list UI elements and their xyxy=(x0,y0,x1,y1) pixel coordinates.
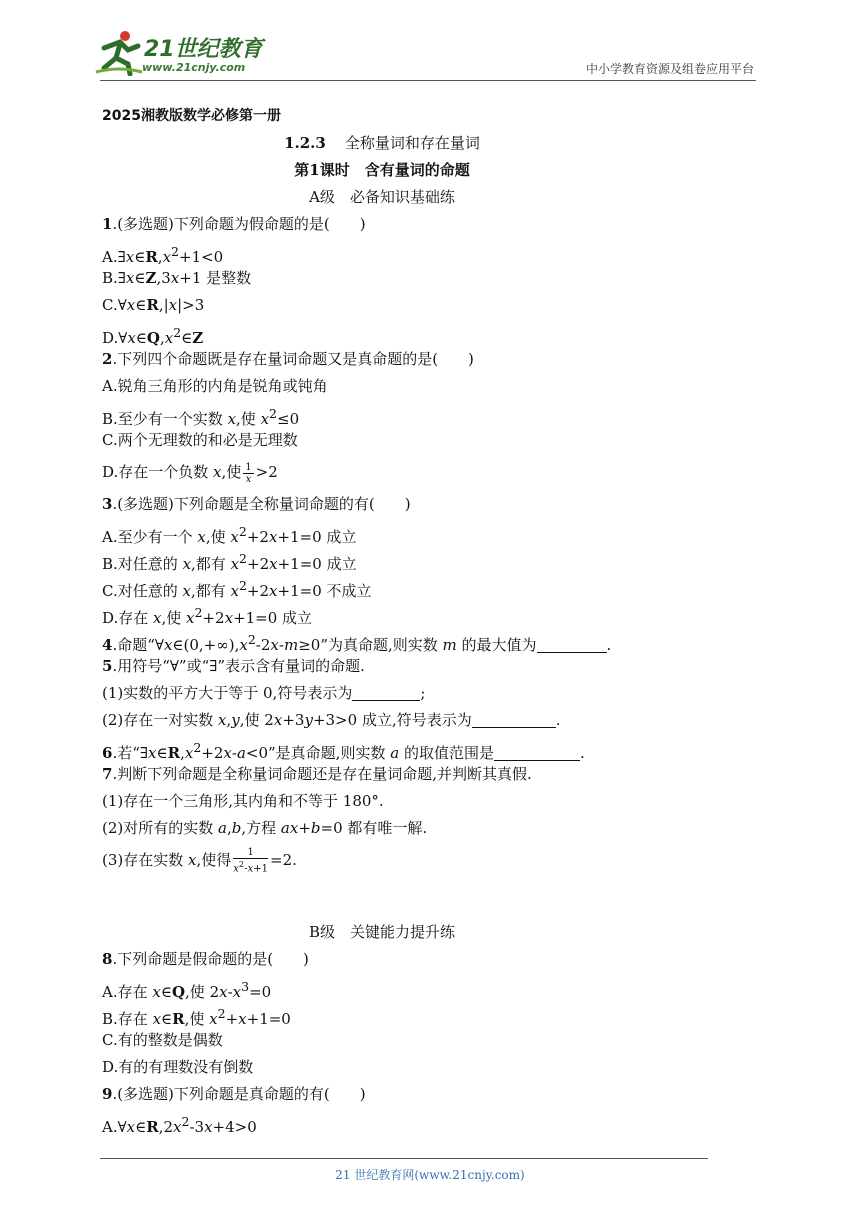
section-number: 1.2.3 xyxy=(284,134,326,152)
q2-option-d: D.存在一个负数 x,使 $\frac{1}{x}$ >2 xyxy=(102,461,278,485)
q1-option-c: C.∀x∈R,|x|>3 xyxy=(102,296,205,314)
lesson-title: 第1课时 含有量词的命题 xyxy=(294,161,470,179)
question-4: 4.命题“$\forall x\in(0,+\infty),x^2-2x-m\ge 0$”为真命题,则实数 m 的最大值为 . xyxy=(102,632,612,654)
level-a-heading: A级 必备知识基础练 xyxy=(309,188,455,206)
q2-option-c: C.两个无理数的和必是无理数 xyxy=(102,431,298,449)
question-stem: .下列四个命题既是存在量词命题又是真命题的是( ) xyxy=(112,350,474,368)
page-header xyxy=(0,0,860,90)
question-text: .命题“ xyxy=(112,636,155,654)
logo-url-text: www.21cnjy.com xyxy=(142,61,246,74)
question-text: (2)存在一对实数 xyxy=(102,711,219,729)
question-5 xyxy=(102,653,762,680)
question-number: 9 xyxy=(102,1085,113,1103)
question-3 xyxy=(102,491,762,518)
footer-text[interactable]: 21 世纪教育网(www.21cnjy.com) xyxy=(335,1168,525,1182)
question-stem: .(多选题)下列命题是真命题的有( ) xyxy=(112,1085,366,1103)
question-2 xyxy=(102,346,762,373)
question-text: (3)存在实数 xyxy=(102,851,189,869)
q7-sub-2: (2)对所有的实数 a,b,方程 ax+b=0 都有唯一解. xyxy=(102,819,428,837)
question-number: 1 xyxy=(102,215,113,233)
header-tagline: 中小学教育资源及组卷应用平台 xyxy=(585,62,754,76)
question-text: 的最大值为 xyxy=(456,636,537,654)
document-body xyxy=(102,103,762,1135)
q3-option-d: D.存在 x,使 $x^2+2x+1=0$ 成立 xyxy=(102,605,313,627)
question-stem: .下列命题是假命题的是( ) xyxy=(112,950,309,968)
question-text: ,方程 xyxy=(241,819,281,837)
option-text: B.存在 xyxy=(102,1010,153,1028)
header-divider xyxy=(100,80,756,81)
footer-divider xyxy=(100,1158,708,1159)
question-text: ,使得 xyxy=(196,851,232,869)
q9-option-a: $A.\forall x\in R,2x^2-3x+4>0$ xyxy=(102,1114,257,1136)
option-text: ,使 xyxy=(184,1010,210,1028)
question-text: 成立,符号表示为 xyxy=(357,711,472,729)
question-7 xyxy=(102,761,762,788)
q5-sub-2: (2)存在一对实数 x,y,使 2x+3y+3>0 成立,符号表示为 . xyxy=(102,711,561,729)
q8-option-d: D.有的有理数没有倒数 xyxy=(102,1058,254,1076)
question-number: 6 xyxy=(102,744,113,762)
answer-blank[interactable] xyxy=(352,684,420,701)
q3-option-c: C.对任意的 x,都有 $x^2+2x+1=0$ 不成立 xyxy=(102,578,372,600)
question-text: .若“ xyxy=(112,744,140,762)
answer-blank[interactable] xyxy=(472,711,556,728)
question-number: 5 xyxy=(102,657,113,675)
question-6: 6.若“$\exists x\in R,x^2+2x-a<0$”是真命题,则实数 a 的取值范围是 . xyxy=(102,740,585,762)
section-heading xyxy=(102,130,662,157)
q1-option-d: $D.\forall x\in Q,x^2\in Z$ xyxy=(102,325,204,347)
option-text: ,使 xyxy=(185,983,210,1001)
q8-option-c: C.有的整数是偶数 xyxy=(102,1031,223,1049)
q1-option-b: B.∃x∈Z,3x+1 是整数 xyxy=(102,269,252,287)
book-title: 2025湘教版数学必修第一册 xyxy=(102,108,281,124)
q2-option-b: B.至少有一个实数 x,使 $x^2\le 0$ xyxy=(102,406,300,428)
question-1 xyxy=(102,211,762,238)
question-text: ”为真命题,则实数 xyxy=(320,636,443,654)
option-text: ,使 xyxy=(221,463,242,481)
logo-brand-text: 21世纪教育 xyxy=(144,37,263,62)
q2-option-a: A.锐角三角形的内角是锐角或钝角 xyxy=(102,377,328,395)
q7-sub-1: (1)存在一个三角形,其内角和不等于 180°. xyxy=(102,792,384,810)
question-number: 7 xyxy=(102,765,113,783)
question-text: ”是真命题,则实数 xyxy=(268,744,391,762)
q7-sub-3: (3)存在实数 x,使得 $\frac{1}{x^2-x+1}$ =2. xyxy=(102,847,297,875)
q3-option-a: A.至少有一个 x,使 $x^2+2x+1=0$ 成立 xyxy=(102,524,357,546)
question-number: 4 xyxy=(102,636,113,654)
answer-blank[interactable] xyxy=(537,636,607,653)
question-text: 的取值范围是 xyxy=(399,744,494,762)
q8-option-b: B.存在 x∈R,使 $x^2+x+1=0$ xyxy=(102,1006,291,1028)
question-9 xyxy=(102,1081,762,1108)
q5-sub-1: (1)实数的平方大于等于 0,符号表示为 ; xyxy=(102,684,426,702)
question-stem: .(多选题)下列命题是全称量词命题的有( ) xyxy=(112,495,411,513)
question-stem: .(多选题)下列命题为假命题的是( ) xyxy=(112,215,366,233)
question-text: (2)对所有的实数 xyxy=(102,819,219,837)
answer-blank[interactable] xyxy=(494,744,580,761)
question-text: 都有唯一解. xyxy=(342,819,428,837)
option-text: A.存在 xyxy=(102,983,153,1001)
q3-option-b: B.对任意的 x,都有 $x^2+2x+1=0$ 成立 xyxy=(102,551,357,573)
option-text: B.至少有一个实数 xyxy=(102,410,228,428)
question-stem: .用符号“∀”或“∃”表示含有量词的命题. xyxy=(112,657,365,675)
question-number: 2 xyxy=(102,350,113,368)
question-stem: .判断下列命题是全称量词命题还是存在量词命题,并判断其真假. xyxy=(112,765,532,783)
option-text: D.存在一个负数 xyxy=(102,463,214,481)
fraction: $\frac{1}{x}$ xyxy=(245,461,252,485)
runner-logo-icon xyxy=(94,28,144,76)
section-title: 全称量词和存在量词 xyxy=(344,134,480,152)
level-b-heading: B级 关键能力提升练 xyxy=(308,923,456,941)
fraction: $\frac{1}{x^2-x+1}$ xyxy=(233,847,269,875)
q8-option-a: A.存在 x∈Q,使 $2x-x^3=0$ xyxy=(102,979,272,1001)
question-text: (1)实数的平方大于等于 0,符号表示为 xyxy=(102,684,353,702)
question-number: 3 xyxy=(102,495,113,513)
question-8 xyxy=(102,946,762,973)
q1-option-a: $A.\exists x\in R,x^2+1<0$ xyxy=(102,244,224,266)
site-logo xyxy=(94,28,264,78)
question-number: 8 xyxy=(102,950,113,968)
option-text: ,使 xyxy=(236,410,261,428)
